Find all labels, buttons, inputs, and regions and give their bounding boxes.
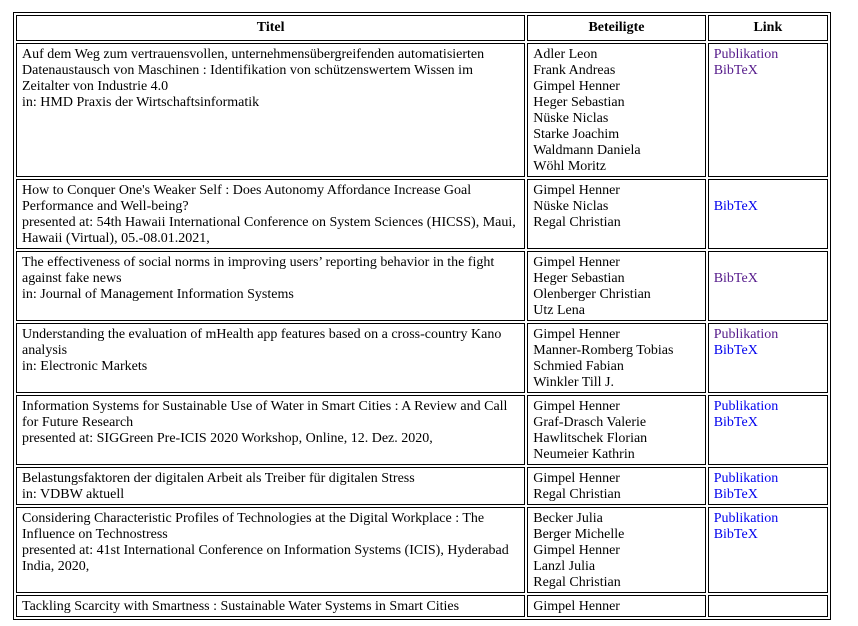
links-cell [708,251,828,321]
publication-title: Understanding the evaluation of mHealth app features based on a cross-country Kano analysis [22,327,502,358]
title-cell [16,43,525,177]
bibtex-link[interactable]: BibTeX [713,271,758,286]
author-name: Nüske Niclas [533,199,609,214]
author-name: Waldmann Daniela [533,143,641,158]
publication-title: Information Systems for Sustainable Use of Water in Smart Cities : A Review and Call for Future Research [22,399,508,430]
author-name: Heger Sebastian [533,95,625,110]
bibtex-link[interactable]: BibTeX [713,343,758,358]
bibtex-link[interactable]: BibTeX [713,415,758,430]
authors-cell [527,507,705,593]
title-cell [16,595,525,617]
author-name: Nüske Niclas [533,111,609,126]
publication-title: Tackling Scarcity with Smartness : Sustainable Water Systems in Smart Cities [22,599,460,614]
publication-title: Considering Characteristic Profiles of Technologies at the Digital Workplace : The Influence on Technostress [22,511,485,542]
table-row [16,395,828,465]
author-name: Adler Leon [533,47,598,62]
header-authors: Beteiligte [527,15,705,41]
author-name: Regal Christian [533,215,621,230]
header-link: Link [708,15,828,41]
authors-cell [527,251,705,321]
publication-venue: presented at: 41st International Conference on Information Systems (ICIS), Hyderabad India, 2020, [22,543,509,574]
author-name: Gimpel Henner [533,79,620,94]
publication-link[interactable]: Publikation [713,511,779,526]
author-name: Olenberger Christian [533,287,651,302]
publication-venue: in: VDBW aktuell [22,487,125,502]
author-name: Gimpel Henner [533,399,620,414]
authors-cell [527,467,705,505]
table-row [16,595,828,617]
author-name: Utz Lena [533,303,585,318]
title-cell [16,251,525,321]
authors-cell [527,395,705,465]
title-cell [16,323,525,393]
publication-link[interactable]: Publikation [713,47,779,62]
table-row [16,179,828,249]
links-cell [708,507,828,593]
publication-venue: presented at: 54th Hawaii International Conference on System Sciences (HICSS), Maui, Hawaii (Virtual), 05.-08.01.2021, [22,215,516,246]
table-row [16,251,828,321]
author-name: Schmied Fabian [533,359,624,374]
title-cell [16,395,525,465]
author-name: Berger Michelle [533,527,625,542]
publication-link[interactable]: Publikation [713,327,779,342]
author-name: Gimpel Henner [533,327,620,342]
author-name: Gimpel Henner [533,543,620,558]
publications-table-wrapper [13,12,831,620]
table-row [16,507,828,593]
author-name: Graf-Drasch Valerie [533,415,647,430]
authors-cell [527,323,705,393]
table-row [16,323,828,393]
publications-table [13,12,831,620]
author-name: Wöhl Moritz [533,159,606,174]
links-cell [708,595,828,617]
author-name: Gimpel Henner [533,599,620,614]
header-title: Titel [16,15,525,41]
author-name: Winkler Till J. [533,375,614,390]
publication-venue: in: HMD Praxis der Wirtschaftsinformatik [22,95,260,110]
publication-venue: presented at: SIGGreen Pre-ICIS 2020 Workshop, Online, 12. Dez. 2020, [22,431,433,446]
publication-link[interactable]: Publikation [713,399,779,414]
table-header-row [16,15,828,41]
bibtex-link[interactable]: BibTeX [713,199,758,214]
bibtex-link[interactable]: BibTeX [713,63,758,78]
publication-venue: in: Electronic Markets [22,359,148,374]
publication-title: Auf dem Weg zum vertrauensvollen, unternehmensübergreifenden automatisierten Datenaustausch von Maschinen : Identifikation von schützenswertem Wissen im Zeitalter von Industrie 4.0 [22,47,485,94]
authors-cell [527,43,705,177]
publication-title: How to Conquer One's Weaker Self : Does Autonomy Affordance Increase Goal Performance and Well-being? [22,183,472,214]
links-cell [708,323,828,393]
publication-link[interactable]: Publikation [713,471,779,486]
publication-title: Belastungsfaktoren der digitalen Arbeit als Treiber für digitalen Stress [22,471,415,486]
author-name: Gimpel Henner [533,255,620,270]
title-cell [16,467,525,505]
author-name: Neumeier Kathrin [533,447,635,462]
links-cell [708,179,828,249]
title-cell [16,179,525,249]
table-row [16,467,828,505]
authors-cell [527,595,705,617]
author-name: Regal Christian [533,487,621,502]
author-name: Lanzl Julia [533,559,596,574]
author-name: Heger Sebastian [533,271,625,286]
author-name: Hawlitschek Florian [533,431,648,446]
links-cell [708,43,828,177]
links-cell [708,395,828,465]
author-name: Regal Christian [533,575,621,590]
publication-title: The effectiveness of social norms in improving users’ reporting behavior in the fight against fake news [22,255,495,286]
author-name: Frank Andreas [533,63,616,78]
table-row [16,43,828,177]
bibtex-link[interactable]: BibTeX [713,487,758,502]
bibtex-link[interactable]: BibTeX [713,527,758,542]
author-name: Starke Joachim [533,127,620,142]
author-name: Becker Julia [533,511,603,526]
author-name: Manner-Romberg Tobias [533,343,674,358]
authors-cell [527,179,705,249]
publication-venue: in: Journal of Management Information Systems [22,287,294,302]
title-cell [16,507,525,593]
author-name: Gimpel Henner [533,471,620,486]
author-name: Gimpel Henner [533,183,620,198]
links-cell [708,467,828,505]
